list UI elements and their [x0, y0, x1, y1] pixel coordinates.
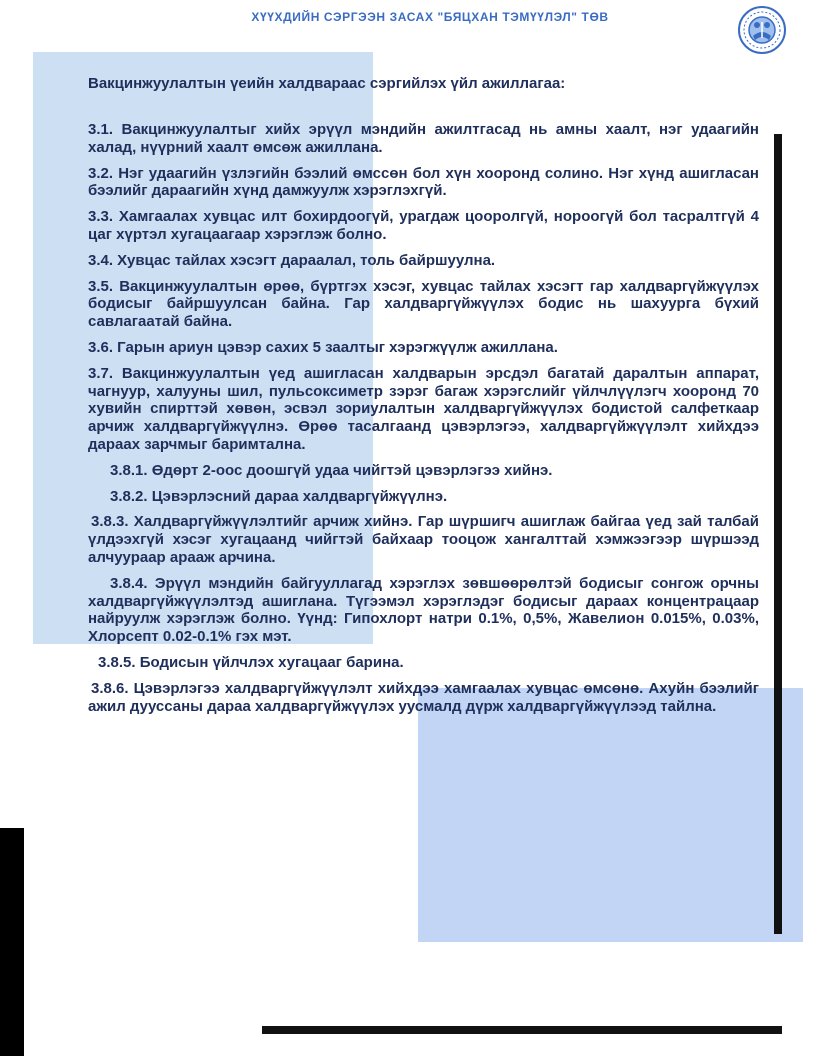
paragraph-3-3: 3.3. Хамгаалах хувцас илт бохирдоогүй, урагдаж цооролгүй, нороогүй бол тасралтгүй 4 цаг хүртэл хугацаагаар хэрэглэж болно. — [88, 208, 759, 243]
paragraph-3-1: 3.1. Вакцинжуулалтыг хийх эрүүл мэндийн ажилтгасад нь амны хаалт, нэг удаагийн халад, нүүрний хаалт өмсөж ажиллана. — [88, 121, 759, 156]
organization-title: ХҮҮХДИЙН СЭРГЭЭН ЗАСАХ "БЯЦХАН ТЭМҮҮЛЭЛ" ТӨВ — [251, 10, 609, 24]
organization-logo-icon — [738, 6, 786, 54]
subparagraph-3-8-2: 3.8.2. Цэвэрлэсний дараа халдваргүйжүүлнэ. — [110, 487, 448, 505]
frame-line-bottom — [262, 1026, 782, 1034]
paragraph-3-7: 3.7. Вакцинжуулалтын үед ашигласан халдварын эрсдэл багатай даралтын аппарат, чагнуур, халууны шил, пульсоксиметр зэрэг багаж хэрэгслийг үйлчлүүлэгч хооронд 70 хувийн спирттэй хөвөн, эсвэл зориулалтын халдваргүйжүүлэх бодистой салфеткаар арчиж халдваргүйжүүлнэ. Өрөө тасалгаанд цэвэрлэгээ, халдваргүйжүүлэлт хийхдээ дараах зарчмыг баримтална. — [88, 364, 759, 453]
subparagraph-3-8-1: 3.8.1. Өдөрт 2-оос доошгүй удаа чийгтэй цэвэрлэгээ хийнэ. — [110, 461, 553, 479]
paragraph-3-2: 3.2. Нэг удаагийн үзлэгийн бээлий өмссөн бол хүн хооронд солино. Нэг хүнд ашигласан бээлийг дараагийн хүнд дамжуулж хэрэглэхгүй. — [88, 164, 759, 200]
side-bar-left — [0, 828, 24, 1056]
paragraph-3-6: 3.6. Гарын ариун цэвэр сахих 5 заалтыг хэрэгжүүлж ажиллана. — [88, 338, 558, 356]
paragraph-3-5: 3.5. Вакцинжуулалтын өрөө, бүртгэх хэсэг, хувцас тайлах хэсэгт гар халдваргүйжүүлэх бодисыг байршуулсан байна. Гар халдваргүйжүүлэх бодис нь шахуурга бүхий савлагаатай байна. — [88, 277, 759, 331]
subparagraph-3-8-3: 3.8.3. Халдваргүйжүүлэлтийг арчиж хийнэ. Гар шүршигч ашиглаж байгаа үед зай талбай үлдээхгүй хэсэг хугацаанд чийгтэй байхаар тооцож хангалттай хэмжээгээр шүршээд алчуураар арааж арчина. — [88, 513, 759, 566]
document-body — [88, 74, 759, 723]
subparagraph-3-8-6: 3.8.6. Цэвэрлэгээ халдваргүйжүүлэлт хийхдээ хамгаалах хувцас өмсөнө. Ахуйн бээлийг ажил дууссаны дараа халдваргүйжүүлэх уусмалд дүрж халдваргүйжүүлээд тайлна. — [88, 679, 759, 715]
subparagraph-3-8-4: 3.8.4. Эрүүл мэндийн байгууллагад хэрэглэх зөвшөөрөлтэй бодисыг сонгож орчны халдваргүйжүүлэлтэд ашиглана. Түгээмэл хэрэглэдэг бодисыг дараах концентрацаар найруулж хэрэглэж болно. Үүнд: Гипохлорт натри 0.1%, 0,5%, Жавелион 0.015%, 0.03%, Хлорсепт 0.02-0.1% гэх мэт. — [88, 574, 759, 646]
frame-line-right — [774, 134, 782, 934]
section-heading: Вакцинжуулалтын үеийн халдвараас сэргийлэх үйл ажиллагаа: — [88, 75, 566, 92]
decorative-box-right — [418, 688, 803, 942]
subparagraph-3-8-5: 3.8.5. Бодисын үйлчлэх хугацааг барина. — [98, 653, 404, 671]
paragraph-3-4: 3.4. Хувцас тайлах хэсэгт дараалал, толь байршуулна. — [88, 251, 496, 269]
